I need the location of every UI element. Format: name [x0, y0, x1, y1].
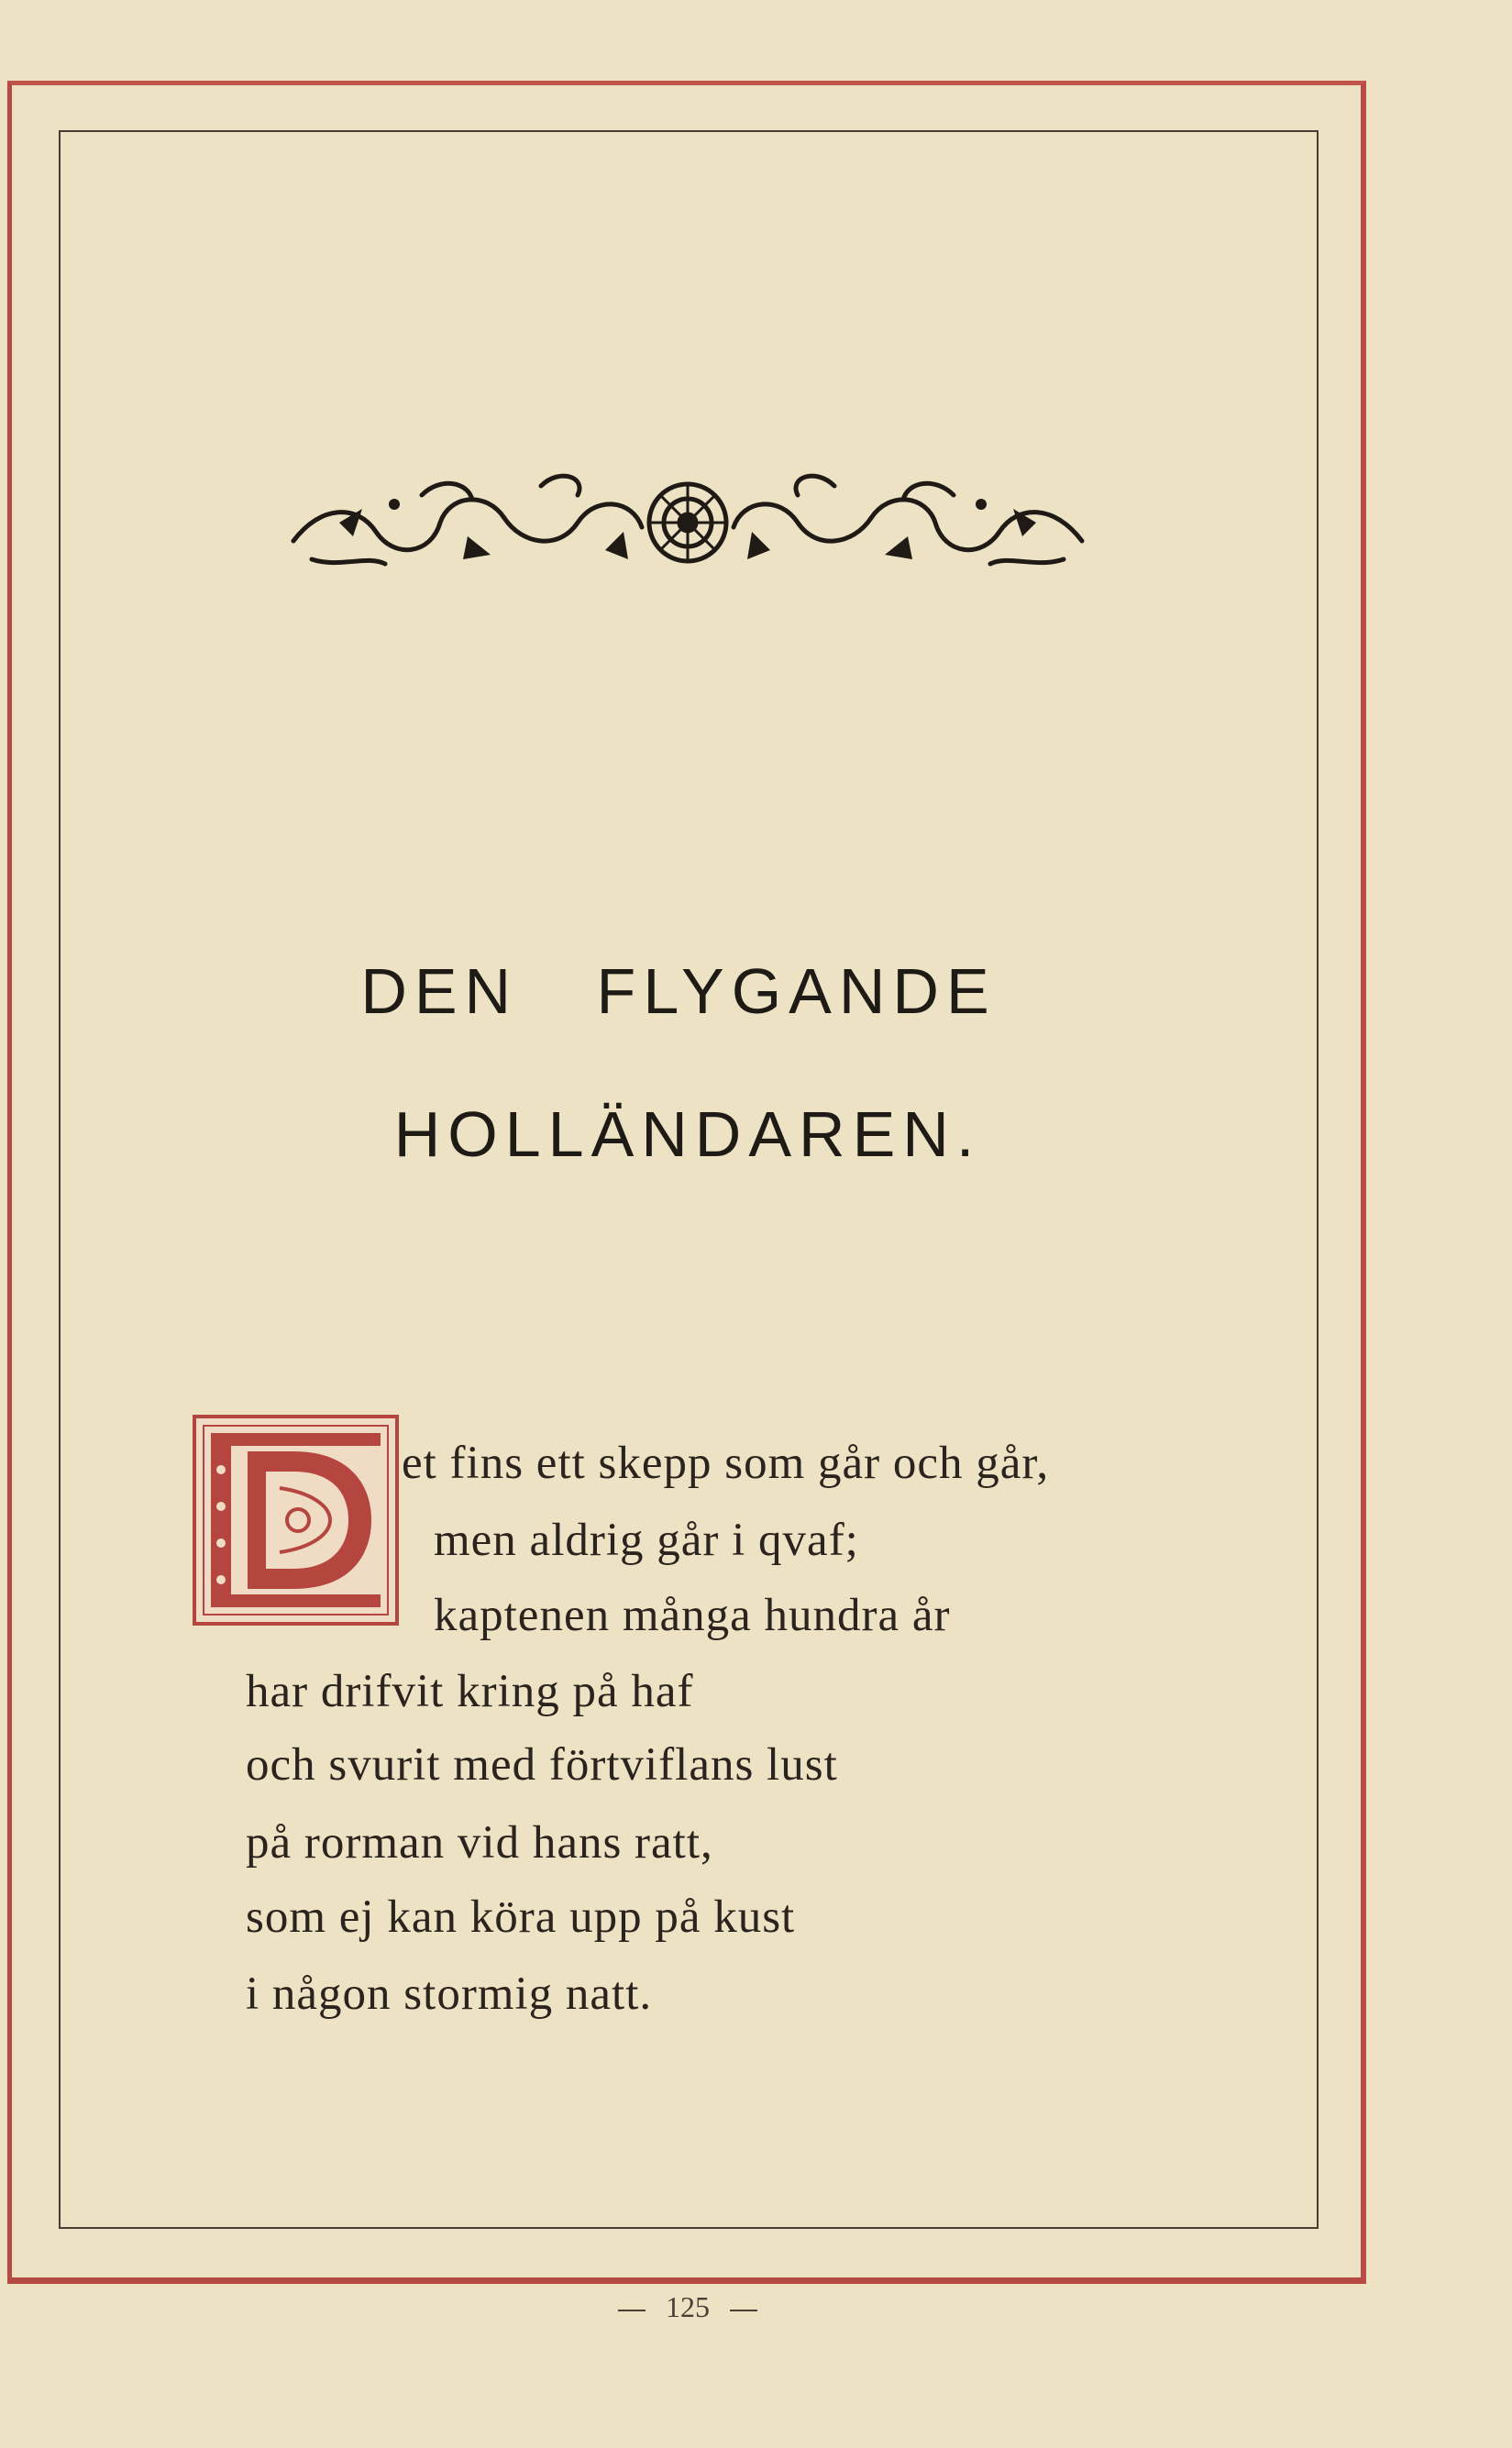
ornamental-headpiece-icon — [284, 468, 1091, 578]
dash-right — [730, 2310, 757, 2311]
poem-line: kaptenen många hundra år — [434, 1590, 951, 1641]
title-line-1: DEN FLYGANDE — [360, 955, 997, 1027]
poem-line: i någon stormig natt. — [246, 1968, 653, 2020]
poem-line: men aldrig går i qvaf; — [434, 1515, 859, 1566]
poem-line: och svurit med förtviflans lust — [246, 1739, 838, 1791]
page-number-line — [0, 2290, 1375, 2324]
decorated-initial-d-icon — [193, 1415, 399, 1626]
dash-left — [618, 2310, 646, 2311]
title-line-2: HOLLÄNDAREN. — [393, 1098, 982, 1170]
poem-line: på rorman vid hans ratt, — [246, 1817, 713, 1869]
page-number: 125 — [666, 2290, 710, 2323]
poem-line: et fins ett skepp som går och går, — [402, 1438, 1050, 1489]
poem-line: som ej kan köra upp på kust — [246, 1891, 796, 1943]
poem-line: har drifvit kring på haf — [246, 1666, 694, 1717]
